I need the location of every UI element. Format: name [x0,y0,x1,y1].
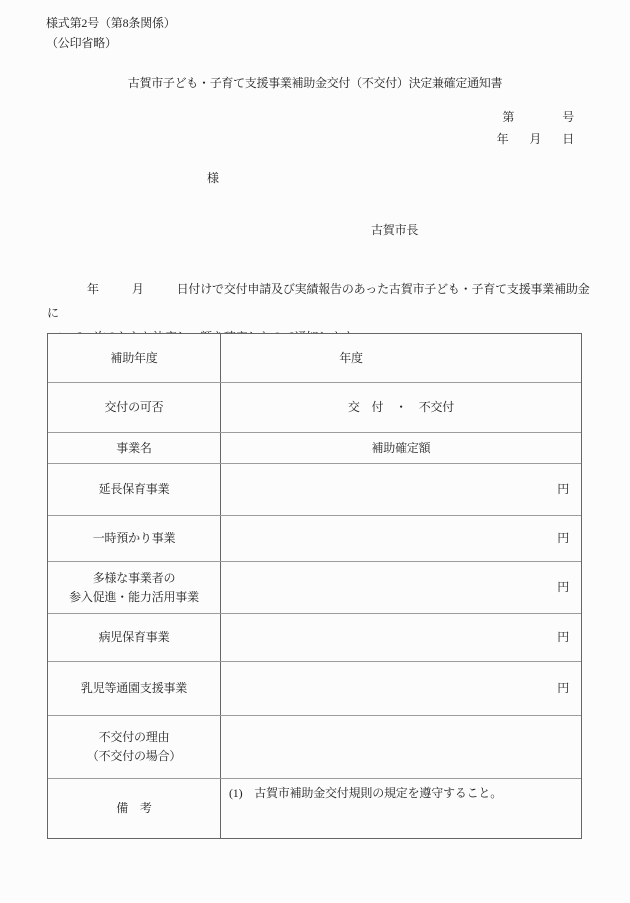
table-row-fiscal-year [48,334,581,382]
sender-title: 古賀市長 [371,223,419,237]
table-row-infant-commuting-support [48,661,581,715]
row-label: 乳児等通園支援事業 [48,662,221,715]
row-label: 補助年度 [48,334,221,382]
row-label: 備 考 [48,779,221,838]
table-row-temporary-care [48,515,581,561]
form-number-block [46,13,176,53]
row-label: 延長保育事業 [48,464,221,515]
doc-number-suffix: 号 [562,110,574,124]
subsidy-table [47,333,582,839]
date-line [497,128,574,150]
addressee-honorific: 様 [207,171,219,185]
row-amount-yen: 円 [557,630,569,644]
row-amount-yen: 円 [557,482,569,496]
document-title: 古賀市子ども・子育て支援事業補助金交付（不交付）決定兼確定通知書 [127,76,503,90]
row-label: 多様な事業者の 参入促進・能力活用事業 [48,562,221,613]
form-number-text: 様式第2号（第8条関係） [46,16,176,30]
row-label: 不交付の理由 （不交付の場合） [48,716,221,778]
row-value-fiscal-year: 年度 [339,350,363,365]
body-line-1-text: 日付けで交付申請及び実績報告のあった古賀市子ども・子育て支援事業補助金に [47,282,590,320]
seal-omitted-note: （公印省略） [46,36,117,50]
date-day-label: 日 [562,132,574,146]
table-row-extended-childcare [48,463,581,515]
doc-number-prefix: 第 [502,110,515,124]
row-label: 交付の可否 [48,383,221,432]
row-label: 病児保育事業 [48,614,221,661]
row-amount-yen: 円 [557,580,569,594]
row-amount-yen: 円 [557,531,569,545]
table-row-grant-decision [48,382,581,432]
table-row-remarks [48,778,581,838]
table-row-nongrant-reason [48,715,581,778]
doc-number-date-block [497,106,574,150]
column-header-business-name: 事業名 [48,433,221,463]
date-year-label: 年 [496,132,509,146]
date-month-label: 月 [529,132,542,146]
body-line-1 [47,277,592,325]
row-value-grant-decision: 交 付 ・ 不交付 [347,400,455,414]
doc-number-line [497,106,574,128]
row-value-empty [221,716,581,778]
table-row-diverse-operators [48,561,581,613]
row-value-remarks: (1) 古賀市補助金交付規則の規定を遵守すること。 [229,786,502,800]
table-row-header [48,432,581,463]
body-year-label: 年 [87,282,99,296]
row-label: 一時預かり事業 [48,516,221,561]
table-row-sick-childcare [48,613,581,661]
row-amount-yen: 円 [557,681,569,695]
column-header-confirmed-amount: 補助確定額 [371,440,431,455]
body-month-label: 月 [131,282,144,296]
